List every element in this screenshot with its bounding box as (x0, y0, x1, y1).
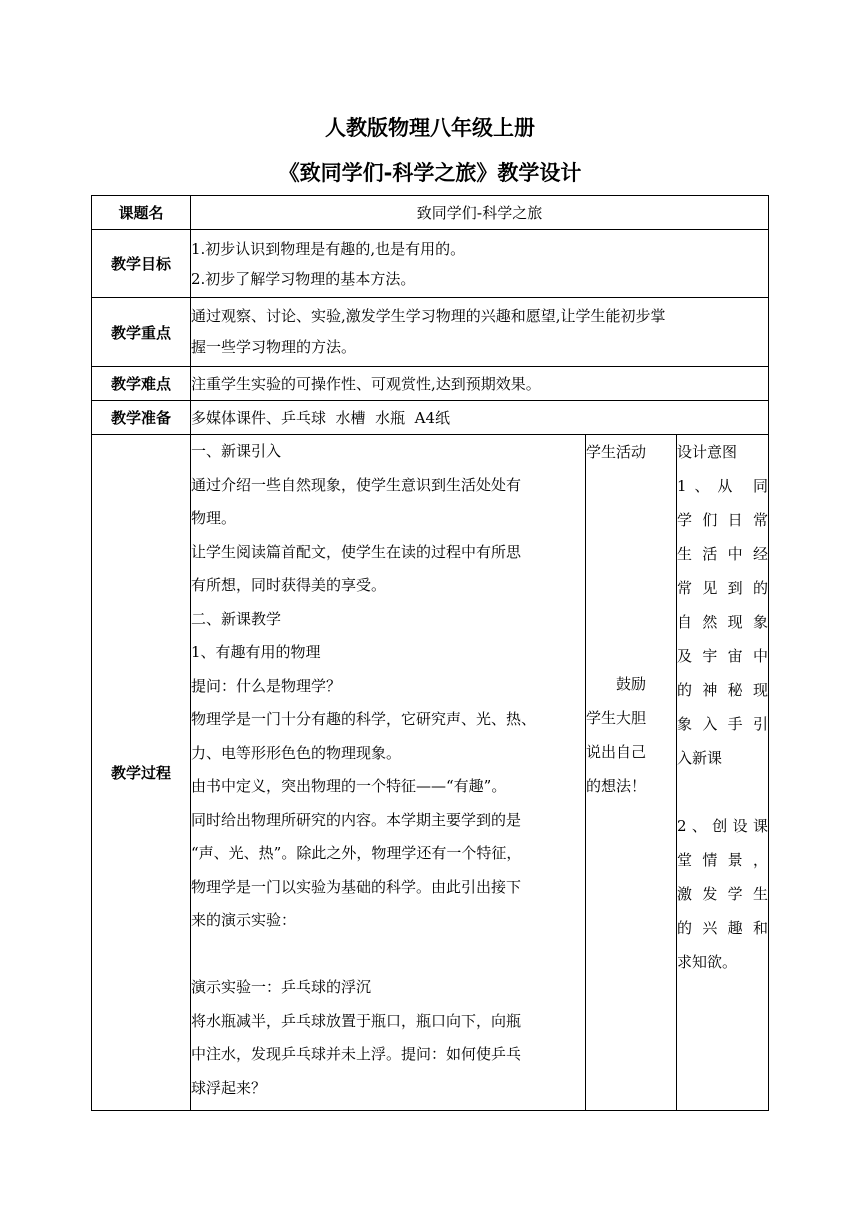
student-activity-header: 学生活动 (586, 443, 647, 461)
student-activity-line: 说出自己 (586, 743, 647, 761)
design-intent-line: 生活中经 (677, 545, 768, 563)
process-line: 物理。 (191, 509, 237, 527)
design-intent-line: 求知欲。 (677, 953, 738, 971)
student-activity-column (586, 435, 677, 1111)
process-content (191, 435, 586, 1111)
goals-line-1: 1.初步认识到物理是有趣的,也是有用的。 (191, 239, 466, 258)
process-line: 物理学是一门十分有趣的科学，它研究声、光、热、 (191, 710, 537, 728)
design-intent-line: 激发学生 (677, 885, 768, 903)
process-line (191, 938, 585, 972)
process-label: 教学过程 (92, 435, 191, 1111)
goals-line-2: 2.初步了解学习物理的基本方法。 (191, 269, 416, 288)
prep-label: 教学准备 (92, 401, 191, 435)
process-line: “声、光、热”。除此之外，物理学还有一个特征， (191, 844, 522, 862)
student-activity-line: 的想法！ (586, 777, 647, 795)
design-intent-line: 的兴趣和 (677, 919, 768, 937)
design-intent-column (677, 435, 769, 1111)
prep-value: 多媒体课件、乒乓球 水槽 水瓶 A4纸 (191, 401, 769, 435)
design-intent-line: 常见到的 (677, 579, 768, 597)
process-line: 1、有趣有用的物理 (191, 643, 321, 661)
student-activity-line: 鼓励 (615, 675, 646, 693)
design-intent-line: 1、从 同 (677, 477, 768, 495)
design-intent-line (677, 775, 768, 809)
process-line: 二、新课教学 (191, 609, 282, 628)
process-line: 提问：什么是物理学？ (191, 676, 342, 695)
process-line: 同时给出物理所研究的内容。本学期主要学到的是 (191, 810, 522, 829)
focus-line-2: 握一些学习物理的方法。 (191, 338, 357, 356)
process-line: 来的演示实验： (191, 911, 297, 929)
focus-line-1: 通过观察、讨论、实验,激发学生学习物理的兴趣和愿望,让学生能初步掌 (191, 307, 666, 325)
design-intent-line: 入新课 (677, 749, 723, 767)
difficulty-value: 注重学生实验的可操作性、可观赏性,达到预期效果。 (191, 367, 769, 401)
design-intent-line: 2、创设课 (677, 817, 768, 835)
focus-label: 教学重点 (92, 298, 191, 367)
process-line: 力、电等形形色色的物理现象。 (191, 743, 402, 762)
process-line: 物理学是一门以实验为基础的科学。由此引出接下 (191, 877, 522, 896)
goals-label: 教学目标 (92, 230, 191, 298)
topic-row (92, 196, 769, 230)
activity-spacer (586, 469, 676, 667)
process-line: 由书中定义，突出物理的一个特征——“有趣”。 (191, 777, 507, 795)
document-title-line2: 《致同学们-科学之旅》教学设计 (278, 161, 582, 185)
design-intent-line: 的神秘现 (677, 681, 768, 699)
process-line: 一、新课引入 (191, 442, 282, 460)
process-line: 演示实验一：乒乓球的浮沉 (191, 978, 372, 996)
process-line: 通过介绍一些自然现象，使学生意识到生活处处有 (191, 475, 522, 494)
lesson-plan-table (91, 195, 769, 1111)
difficulty-row (92, 367, 769, 401)
goals-row (92, 230, 769, 298)
prep-row (92, 401, 769, 435)
process-line: 有所想，同时获得美的享受。 (191, 576, 387, 594)
topic-label: 课题名 (92, 196, 191, 230)
design-intent-line: 及宇宙中 (677, 647, 768, 665)
document-title-line1: 人教版物理八年级上册 (325, 116, 535, 140)
topic-value: 致同学们-科学之旅 (191, 196, 769, 230)
process-line: 中注水，发现乒乓球并未上浮。提问：如何使乒乓 (191, 1045, 522, 1063)
difficulty-label: 教学难点 (92, 367, 191, 401)
design-intent-line: 堂情景， (677, 851, 768, 869)
process-line: 球浮起来？ (191, 1078, 267, 1097)
student-activity-line: 学生大胆 (586, 709, 647, 727)
process-row (92, 435, 769, 1111)
design-intent-header: 设计意图 (677, 443, 738, 461)
process-line: 让学生阅读篇首配文，使学生在读的过程中有所思 (191, 542, 522, 561)
design-intent-line: 象入手引 (677, 715, 768, 733)
focus-row (92, 298, 769, 367)
process-line: 将水瓶减半，乒乓球放置于瓶口，瓶口向下，向瓶 (191, 1011, 522, 1030)
design-intent-line: 自然现象 (677, 613, 768, 631)
design-intent-line: 学们日常 (677, 511, 768, 529)
